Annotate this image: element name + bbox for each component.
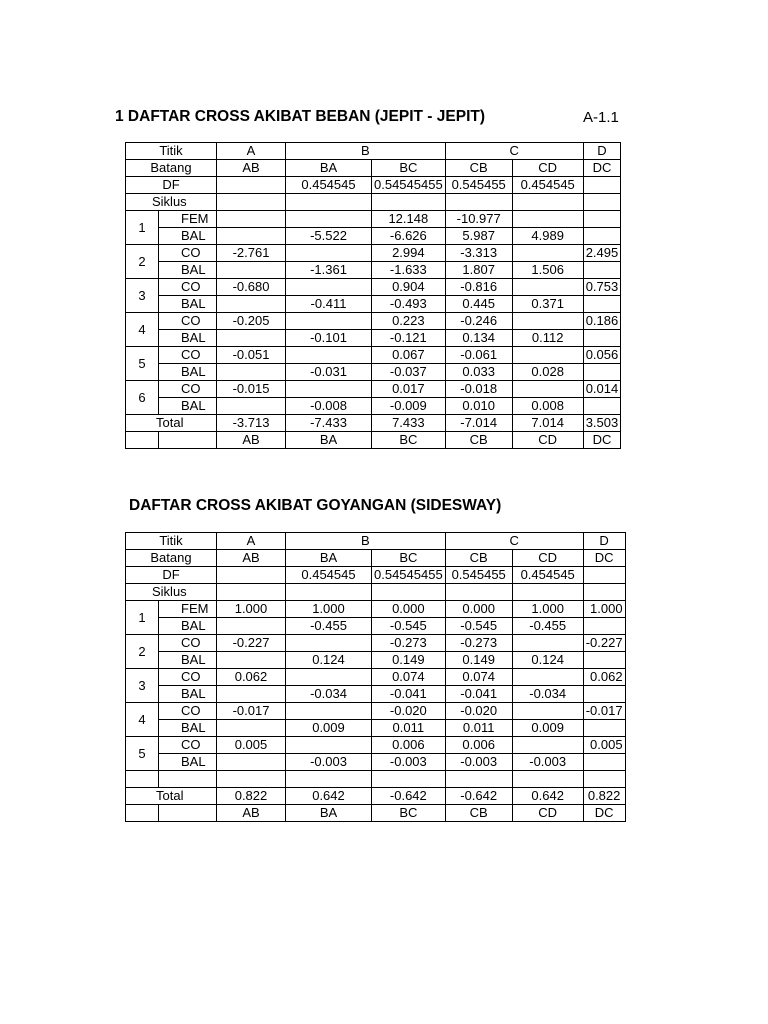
value-cell: 0.067	[372, 347, 446, 364]
value-cell: -0.121	[372, 330, 446, 347]
value-cell: -0.003	[445, 754, 512, 771]
cycle-row	[126, 296, 621, 313]
header-row-df	[126, 177, 621, 194]
step-label: FEM	[159, 211, 217, 228]
df-value: 0.545455	[445, 567, 512, 584]
empty-cell	[372, 771, 446, 788]
member-label: BC	[372, 432, 446, 449]
total-value: 7.014	[512, 415, 583, 432]
step-label: BAL	[159, 754, 217, 771]
df-value: 0.54545455	[372, 567, 446, 584]
value-cell: 0.014	[583, 381, 621, 398]
total-value: -0.642	[445, 788, 512, 805]
value-cell: -0.411	[286, 296, 372, 313]
value-cell: -0.018	[445, 381, 512, 398]
member-label: CB	[445, 160, 512, 177]
member-label: BC	[372, 160, 446, 177]
member-label: CD	[512, 805, 583, 822]
value-cell: 0.028	[512, 364, 583, 381]
value-cell	[512, 211, 583, 228]
table-body	[126, 143, 621, 449]
value-cell: -2.761	[217, 245, 286, 262]
value-cell: -0.034	[512, 686, 583, 703]
empty-cell	[217, 771, 286, 788]
joint-c: C	[445, 143, 583, 160]
value-cell	[217, 720, 286, 737]
value-cell	[512, 245, 583, 262]
value-cell	[583, 618, 625, 635]
empty-cell	[372, 194, 446, 211]
value-cell: 4.989	[512, 228, 583, 245]
value-cell: 0.005	[583, 737, 625, 754]
empty-cell	[445, 194, 512, 211]
value-cell: -0.545	[372, 618, 446, 635]
header-row-siklus	[126, 194, 621, 211]
empty-cell	[126, 805, 159, 822]
member-label: CD	[512, 432, 583, 449]
cycle-row	[126, 245, 621, 262]
value-cell	[583, 754, 625, 771]
value-cell: -1.633	[372, 262, 446, 279]
df-label: DF	[126, 567, 217, 584]
empty-cell	[159, 805, 217, 822]
cycle-row	[126, 313, 621, 330]
table1-title: 1 DAFTAR CROSS AKIBAT BEBAN (JEPIT - JEPIT)	[115, 108, 486, 125]
value-cell: 0.074	[445, 669, 512, 686]
empty-cell	[512, 771, 583, 788]
value-cell	[583, 364, 621, 381]
value-cell	[217, 398, 286, 415]
step-label: BAL	[159, 652, 217, 669]
cycle-row	[126, 686, 626, 703]
value-cell: -0.037	[372, 364, 446, 381]
value-cell: -0.455	[286, 618, 372, 635]
joint-c: C	[445, 533, 583, 550]
cycle-row	[126, 737, 626, 754]
cycle-row	[126, 279, 621, 296]
value-cell: 0.112	[512, 330, 583, 347]
empty-cell	[372, 584, 446, 601]
total-value: 7.433	[372, 415, 446, 432]
header-row-titik	[126, 533, 626, 550]
value-cell: -0.246	[445, 313, 512, 330]
value-cell: -0.493	[372, 296, 446, 313]
value-cell	[512, 703, 583, 720]
footer-row	[126, 432, 621, 449]
value-cell	[512, 635, 583, 652]
total-value: 0.642	[286, 788, 372, 805]
empty-cell	[217, 194, 286, 211]
value-cell: 0.223	[372, 313, 446, 330]
df-value: 0.454545	[512, 177, 583, 194]
joint-d: D	[583, 533, 625, 550]
cycle-number: 3	[126, 669, 159, 703]
value-cell: -0.017	[583, 703, 625, 720]
cycle-number: 3	[126, 279, 159, 313]
value-cell: 0.017	[372, 381, 446, 398]
value-cell: -0.205	[217, 313, 286, 330]
cycle-row	[126, 228, 621, 245]
value-cell: 0.074	[372, 669, 446, 686]
step-label: BAL	[159, 398, 217, 415]
total-value: 0.642	[512, 788, 583, 805]
total-row	[126, 788, 626, 805]
joint-b: B	[286, 533, 446, 550]
cycle-row	[126, 398, 621, 415]
value-cell	[286, 737, 372, 754]
value-cell	[217, 364, 286, 381]
step-label: CO	[159, 347, 217, 364]
value-cell: -0.227	[583, 635, 625, 652]
value-cell: 2.994	[372, 245, 446, 262]
value-cell: -3.313	[445, 245, 512, 262]
total-value: -7.433	[286, 415, 372, 432]
member-label: CB	[445, 550, 512, 567]
value-cell: 1.000	[286, 601, 372, 618]
step-label: CO	[159, 381, 217, 398]
value-cell: 5.987	[445, 228, 512, 245]
cycle-row	[126, 262, 621, 279]
value-cell: -0.455	[512, 618, 583, 635]
member-label: CD	[512, 160, 583, 177]
value-cell	[286, 245, 372, 262]
joint-a: A	[217, 143, 286, 160]
cycle-number: 4	[126, 313, 159, 347]
value-cell: 0.904	[372, 279, 446, 296]
value-cell: 0.186	[583, 313, 621, 330]
value-cell: -0.017	[217, 703, 286, 720]
cycle-row	[126, 381, 621, 398]
value-cell: 12.148	[372, 211, 446, 228]
step-label: BAL	[159, 228, 217, 245]
value-cell: -0.034	[286, 686, 372, 703]
value-cell	[217, 211, 286, 228]
value-cell	[512, 347, 583, 364]
value-cell: -0.273	[372, 635, 446, 652]
value-cell: -0.227	[217, 635, 286, 652]
empty-cell	[445, 584, 512, 601]
value-cell: 0.149	[372, 652, 446, 669]
empty-cell	[583, 771, 625, 788]
value-cell	[583, 652, 625, 669]
value-cell	[512, 669, 583, 686]
step-label: BAL	[159, 296, 217, 313]
df-value	[583, 567, 625, 584]
total-label: Total	[126, 788, 217, 805]
value-cell: 0.009	[286, 720, 372, 737]
header-row-batang	[126, 160, 621, 177]
titik-label: Titik	[126, 533, 217, 550]
cycle-number: 5	[126, 347, 159, 381]
empty-cell	[583, 194, 621, 211]
cycle-number: 1	[126, 211, 159, 245]
empty-cell	[217, 584, 286, 601]
member-label: AB	[217, 805, 286, 822]
empty-cell	[445, 771, 512, 788]
member-label: CD	[512, 550, 583, 567]
value-cell	[512, 313, 583, 330]
blank-row	[126, 771, 626, 788]
value-cell: 0.056	[583, 347, 621, 364]
value-cell: -0.061	[445, 347, 512, 364]
value-cell: -0.003	[372, 754, 446, 771]
value-cell: 0.062	[217, 669, 286, 686]
cycle-number: 1	[126, 601, 159, 635]
value-cell	[217, 618, 286, 635]
cycle-row	[126, 364, 621, 381]
total-value: -0.642	[372, 788, 446, 805]
value-cell: -0.009	[372, 398, 446, 415]
cross-table-sidesway	[125, 532, 626, 822]
footer-row	[126, 805, 626, 822]
df-value: 0.454545	[286, 177, 372, 194]
step-label: BAL	[159, 262, 217, 279]
empty-cell	[159, 432, 217, 449]
member-label: CB	[445, 805, 512, 822]
df-value: 0.454545	[512, 567, 583, 584]
step-label: BAL	[159, 330, 217, 347]
value-cell: -0.273	[445, 635, 512, 652]
df-value: 0.545455	[445, 177, 512, 194]
value-cell	[286, 635, 372, 652]
value-cell: 1.000	[512, 601, 583, 618]
value-cell	[583, 296, 621, 313]
value-cell	[583, 398, 621, 415]
joint-a: A	[217, 533, 286, 550]
value-cell: 0.445	[445, 296, 512, 313]
cycle-number: 5	[126, 737, 159, 771]
table-body	[126, 533, 626, 822]
value-cell: 0.005	[217, 737, 286, 754]
cycle-row	[126, 330, 621, 347]
value-cell: 0.011	[372, 720, 446, 737]
value-cell: 0.033	[445, 364, 512, 381]
total-value: -7.014	[445, 415, 512, 432]
total-value: 3.503	[583, 415, 621, 432]
step-label: CO	[159, 245, 217, 262]
step-label: CO	[159, 669, 217, 686]
cycle-row	[126, 618, 626, 635]
value-cell: 0.149	[445, 652, 512, 669]
empty-cell	[583, 584, 625, 601]
member-label: AB	[217, 550, 286, 567]
total-label: Total	[126, 415, 217, 432]
member-label: BA	[286, 550, 372, 567]
cycle-row	[126, 211, 621, 228]
header-row-siklus	[126, 584, 626, 601]
member-label: BC	[372, 805, 446, 822]
value-cell: -0.008	[286, 398, 372, 415]
step-label: CO	[159, 279, 217, 296]
step-label: CO	[159, 635, 217, 652]
cycle-row	[126, 652, 626, 669]
value-cell	[217, 228, 286, 245]
df-value: 0.54545455	[372, 177, 446, 194]
siklus-label: Siklus	[126, 584, 217, 601]
value-cell: 0.124	[286, 652, 372, 669]
step-label: FEM	[159, 601, 217, 618]
member-label: AB	[217, 432, 286, 449]
value-cell: -0.041	[445, 686, 512, 703]
member-label: BA	[286, 805, 372, 822]
value-cell	[512, 737, 583, 754]
step-label: BAL	[159, 364, 217, 381]
value-cell: 0.371	[512, 296, 583, 313]
cycle-number: 6	[126, 381, 159, 415]
df-value: 0.454545	[286, 567, 372, 584]
cycle-row	[126, 347, 621, 364]
header-row-df	[126, 567, 626, 584]
member-label: DC	[583, 805, 625, 822]
joint-d: D	[583, 143, 621, 160]
value-cell: -0.020	[445, 703, 512, 720]
value-cell: -0.680	[217, 279, 286, 296]
value-cell: 0.008	[512, 398, 583, 415]
total-value: 0.822	[217, 788, 286, 805]
df-value	[217, 177, 286, 194]
empty-cell	[126, 432, 159, 449]
empty-cell	[286, 771, 372, 788]
value-cell	[286, 279, 372, 296]
empty-cell	[512, 584, 583, 601]
cycle-row	[126, 669, 626, 686]
value-cell	[512, 279, 583, 296]
value-cell: 0.124	[512, 652, 583, 669]
value-cell: -0.003	[512, 754, 583, 771]
cycle-number: 4	[126, 703, 159, 737]
batang-label: Batang	[126, 550, 217, 567]
value-cell	[217, 262, 286, 279]
value-cell: 0.753	[583, 279, 621, 296]
value-cell: -0.816	[445, 279, 512, 296]
step-label: CO	[159, 313, 217, 330]
df-label: DF	[126, 177, 217, 194]
step-label: BAL	[159, 686, 217, 703]
value-cell: 0.000	[445, 601, 512, 618]
value-cell	[583, 211, 621, 228]
cross-table-beban	[125, 142, 621, 449]
value-cell: -0.051	[217, 347, 286, 364]
member-label: BA	[286, 160, 372, 177]
value-cell	[217, 330, 286, 347]
empty-cell	[512, 194, 583, 211]
value-cell	[583, 330, 621, 347]
value-cell: 0.009	[512, 720, 583, 737]
step-label: CO	[159, 703, 217, 720]
value-cell: 2.495	[583, 245, 621, 262]
value-cell	[286, 669, 372, 686]
cycle-row	[126, 703, 626, 720]
member-label: DC	[583, 160, 621, 177]
header-row-batang	[126, 550, 626, 567]
value-cell	[217, 754, 286, 771]
value-cell	[217, 686, 286, 703]
value-cell: -0.003	[286, 754, 372, 771]
member-label: BA	[286, 432, 372, 449]
value-cell	[583, 720, 625, 737]
value-cell	[286, 381, 372, 398]
empty-cell	[286, 194, 372, 211]
batang-label: Batang	[126, 160, 217, 177]
value-cell: 1.000	[217, 601, 286, 618]
value-cell: 0.134	[445, 330, 512, 347]
value-cell	[583, 686, 625, 703]
header-row-titik	[126, 143, 621, 160]
value-cell: 0.006	[445, 737, 512, 754]
member-label: BC	[372, 550, 446, 567]
value-cell: -6.626	[372, 228, 446, 245]
value-cell: -1.361	[286, 262, 372, 279]
value-cell: 1.807	[445, 262, 512, 279]
value-cell	[217, 296, 286, 313]
cycle-number: 2	[126, 245, 159, 279]
cycle-number: 2	[126, 635, 159, 669]
value-cell	[583, 228, 621, 245]
empty-cell	[286, 584, 372, 601]
value-cell: -0.545	[445, 618, 512, 635]
value-cell	[286, 703, 372, 720]
empty-cell	[159, 771, 217, 788]
value-cell: -0.020	[372, 703, 446, 720]
value-cell	[217, 652, 286, 669]
value-cell: -0.101	[286, 330, 372, 347]
value-cell: -10.977	[445, 211, 512, 228]
member-label: CB	[445, 432, 512, 449]
df-value	[217, 567, 286, 584]
step-label: CO	[159, 737, 217, 754]
empty-cell	[126, 771, 159, 788]
total-row	[126, 415, 621, 432]
table1-code: A-1.1	[583, 109, 619, 126]
total-value: -3.713	[217, 415, 286, 432]
table2-title: DAFTAR CROSS AKIBAT GOYANGAN (SIDESWAY)	[129, 497, 502, 514]
siklus-label: Siklus	[126, 194, 217, 211]
value-cell	[286, 211, 372, 228]
step-label: BAL	[159, 720, 217, 737]
value-cell	[512, 381, 583, 398]
titik-label: Titik	[126, 143, 217, 160]
value-cell	[286, 347, 372, 364]
df-value	[583, 177, 621, 194]
value-cell: -0.015	[217, 381, 286, 398]
value-cell: -0.031	[286, 364, 372, 381]
step-label: BAL	[159, 618, 217, 635]
value-cell: 0.006	[372, 737, 446, 754]
value-cell: 0.010	[445, 398, 512, 415]
value-cell: 1.000	[583, 601, 625, 618]
cycle-row	[126, 601, 626, 618]
cycle-row	[126, 635, 626, 652]
value-cell: -5.522	[286, 228, 372, 245]
value-cell: 0.062	[583, 669, 625, 686]
total-value: 0.822	[583, 788, 625, 805]
member-label: AB	[217, 160, 286, 177]
value-cell: -0.041	[372, 686, 446, 703]
cycle-row	[126, 720, 626, 737]
value-cell	[583, 262, 621, 279]
cycle-row	[126, 754, 626, 771]
value-cell: 1.506	[512, 262, 583, 279]
value-cell	[286, 313, 372, 330]
value-cell: 0.011	[445, 720, 512, 737]
value-cell: 0.000	[372, 601, 446, 618]
joint-b: B	[286, 143, 446, 160]
member-label: DC	[583, 550, 625, 567]
member-label: DC	[583, 432, 621, 449]
